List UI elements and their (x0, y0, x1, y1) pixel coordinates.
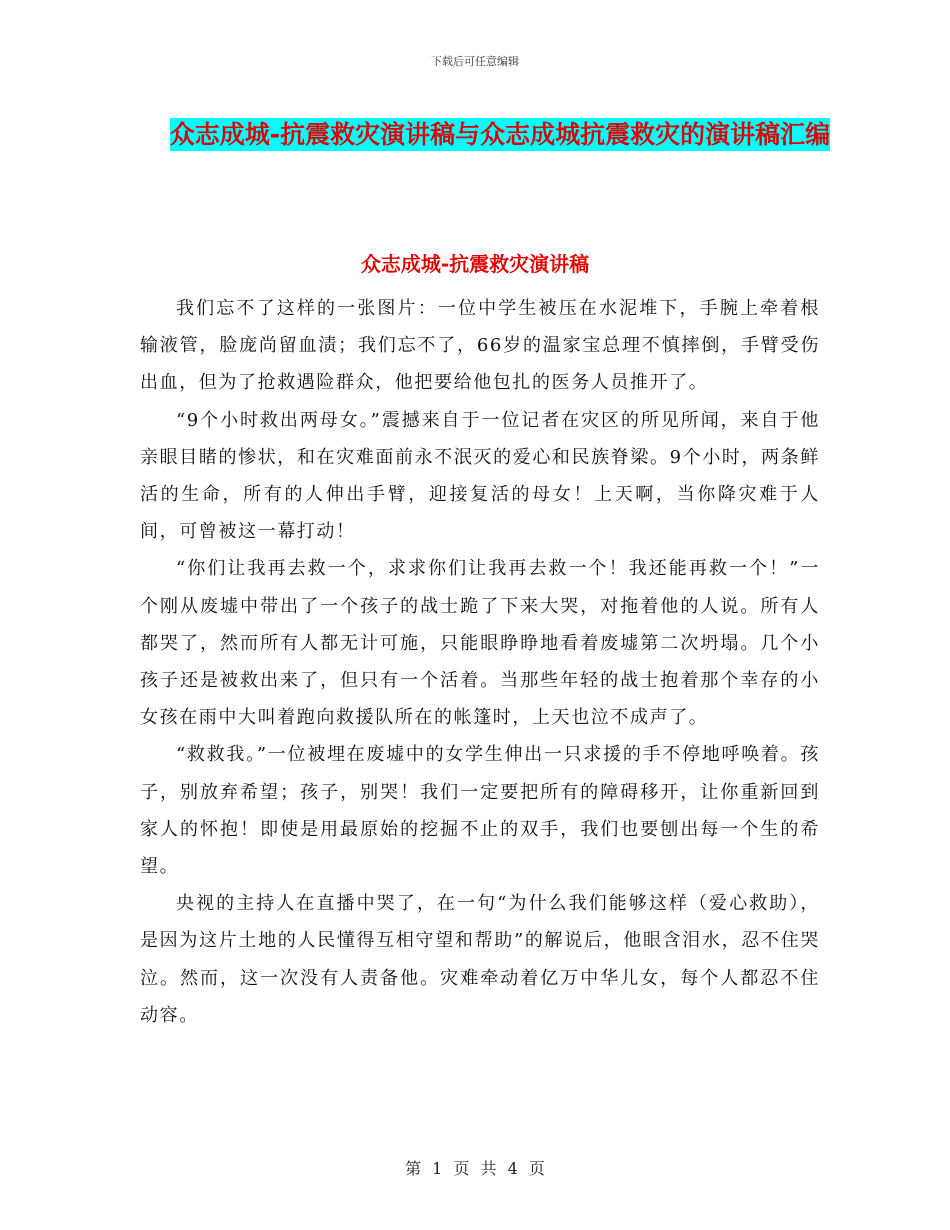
document-title (140, 112, 860, 157)
paragraph: “9个小时救出两母女。”震撼来自于一位记者在灾区的所见所闻，来自于他亲眼目睹的惨状，和在灾难面前永不泯灭的爱心和民族脊梁。9个小时，两条鲜活的生命，所有的人伸出手臂，迎接复活的母女！上天啊，当你降灾难于人间，可曾被这一幕打动！ (140, 409, 820, 543)
header-note: 下载后可任意编辑 (431, 55, 519, 68)
document-title-text: 众志成城-抗震救灾演讲稿与众志成城抗震救灾的演讲稿汇编 (169, 120, 831, 149)
paragraph: 我们忘不了这样的一张图片：一位中学生被压在水泥堆下，手腕上牵着根输液管，脸庞尚留血渍；我们忘不了，66岁的温家宝总理不慎摔倒，手臂受伤出血，但为了抢救遇险群众，他把要给他包扎的医务人员推开了。 (140, 298, 820, 394)
paragraph: “你们让我再去救一个，求求你们让我再去救一个！我还能再救一个！”一个刚从废墟中带出了一个孩子的战士跪了下来大哭，对拖着他的人说。所有人都哭了，然而所有人都无计可施，只能眼睁睁地看着废墟第二次坍塌。几个小孩子还是被救出来了，但只有一个活着。当那些年轻的战士抱着那个幸存的小女孩在雨中大叫着跑向救援队所在的帐篷时，上天也泣不成声了。 (140, 558, 820, 729)
page-footer: 第 1 页 共 4 页 (405, 1159, 545, 1178)
section-title: 众志成城-抗震救灾演讲稿 (360, 252, 590, 276)
paragraph: “救救我。”一位被埋在废墟中的女学生伸出一只求援的手不停地呼唤着。孩子，别放弃希望；孩子，别哭！我们一定要把所有的障碍移开，让你重新回到家人的怀抱！即使是用最原始的挖掘不止的双手，我们也要刨出每一个生的希望。 (140, 744, 820, 878)
document-body (140, 290, 820, 1034)
paragraph: 央视的主持人在直播中哭了，在一句“为什么我们能够这样（爱心救助），是因为这片土地的人民懂得互相守望和帮助”的解说后，他眼含泪水，忍不住哭泣。然而，这一次没有人责备他。灾难牵动着亿万中华儿女，每个人都忍不住动容。 (140, 893, 820, 1026)
